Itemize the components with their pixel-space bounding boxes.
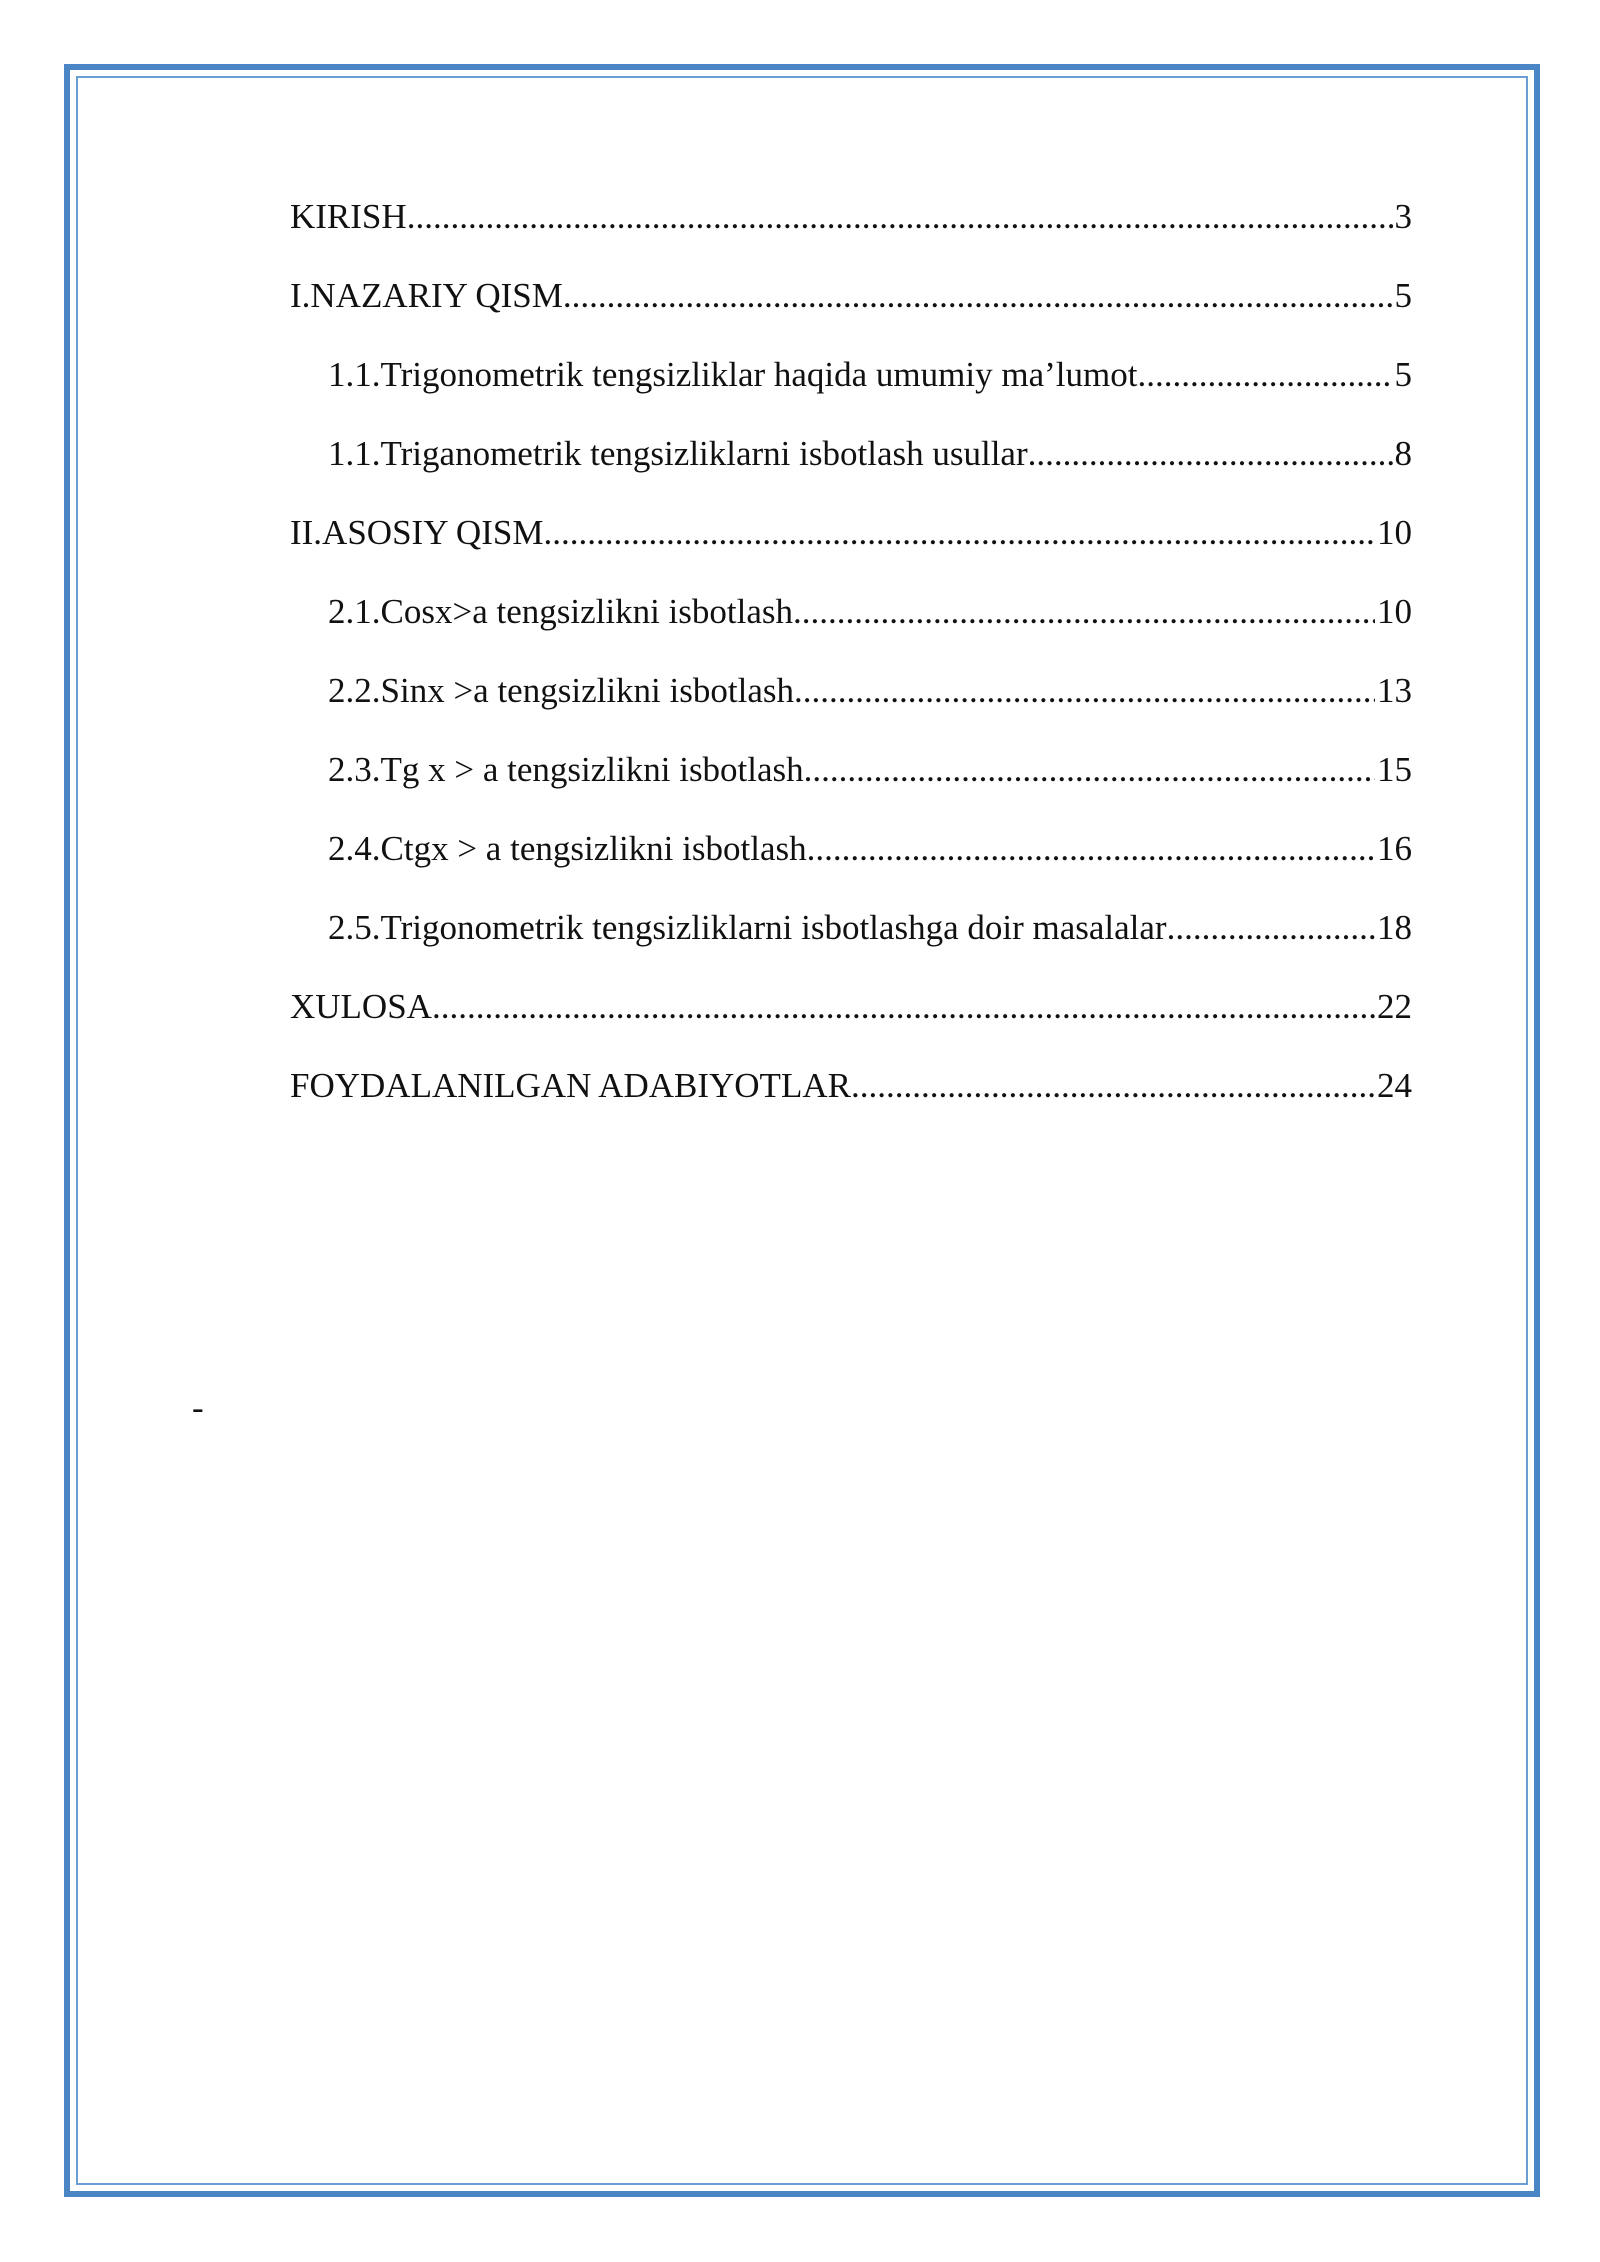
toc-dot-leader xyxy=(793,585,1375,639)
toc-dot-leader xyxy=(432,980,1375,1034)
toc-dot-leader xyxy=(807,822,1375,876)
toc-dot-leader xyxy=(1137,348,1392,402)
toc-entry-title: 2.3.Tg x > a tengsizlikni isbotlash xyxy=(328,750,804,789)
toc-entry-page: 15 xyxy=(1377,750,1412,789)
toc-entry-2-2-sinx[interactable] xyxy=(290,664,1412,743)
toc-entry-title: 2.5.Trigonometrik tengsizliklarni isbotlashga doir masalalar xyxy=(328,908,1167,947)
toc-dot-leader xyxy=(407,190,1393,244)
toc-dot-leader xyxy=(1167,901,1375,955)
toc-dot-leader xyxy=(563,269,1393,323)
toc-entry-title: KIRISH xyxy=(290,197,407,236)
toc-dot-leader xyxy=(794,664,1375,718)
toc-entry-page: 10 xyxy=(1377,513,1412,552)
toc-entry-title: 2.4.Ctgx > a tengsizlikni isbotlash xyxy=(328,829,807,868)
toc-entry-asosiy-qism[interactable] xyxy=(290,506,1412,585)
toc-entry-2-1-cosx[interactable] xyxy=(290,585,1412,664)
toc-dot-leader xyxy=(1028,427,1393,481)
toc-entry-page: 5 xyxy=(1394,355,1412,394)
toc-entry-xulosa[interactable] xyxy=(290,980,1412,1059)
toc-entry-title: II.ASOSIY QISM xyxy=(290,513,544,552)
toc-dot-leader xyxy=(851,1059,1375,1113)
toc-entry-1-1-usullar[interactable] xyxy=(290,427,1412,506)
toc-entry-kirish[interactable] xyxy=(290,190,1412,269)
toc-entry-2-4-ctgx[interactable] xyxy=(290,822,1412,901)
toc-entry-title: 2.1.Cosx>a tengsizlikni isbotlash xyxy=(328,592,793,631)
toc-entry-page: 18 xyxy=(1377,908,1412,947)
toc-dot-leader xyxy=(543,506,1375,560)
toc-entry-page: 13 xyxy=(1377,671,1412,710)
toc-entry-page: 8 xyxy=(1394,434,1412,473)
toc-entry-page: 22 xyxy=(1377,987,1412,1026)
toc-entry-2-3-tgx[interactable] xyxy=(290,743,1412,822)
toc-entry-title: 1.1.Triganometrik tengsizliklarni isbotlash usullar xyxy=(328,434,1028,473)
toc-entry-title: 1.1.Trigonometrik tengsizliklar haqida umumiy ma’lumot xyxy=(328,355,1138,394)
toc-entry-title: 2.2.Sinx >a tengsizlikni isbotlash xyxy=(328,671,794,710)
toc-entry-page: 24 xyxy=(1377,1066,1412,1105)
stray-dash-mark: - xyxy=(192,1388,204,1427)
toc-entry-page: 5 xyxy=(1394,276,1412,315)
toc-entry-page: 3 xyxy=(1394,197,1412,236)
toc-entry-2-5-masalalar[interactable] xyxy=(290,901,1412,980)
table-of-contents xyxy=(290,190,1412,1138)
toc-entry-title: FOYDALANILGAN ADABIYOTLAR xyxy=(290,1066,851,1105)
toc-entry-adabiyotlar[interactable] xyxy=(290,1059,1412,1138)
toc-entry-title: XULOSA xyxy=(290,987,432,1026)
toc-entry-title: I.NAZARIY QISM xyxy=(290,276,563,315)
toc-dot-leader xyxy=(804,743,1375,797)
toc-entry-page: 10 xyxy=(1377,592,1412,631)
toc-entry-nazariy-qism[interactable] xyxy=(290,269,1412,348)
toc-entry-page: 16 xyxy=(1377,829,1412,868)
toc-entry-1-1-umumiy[interactable] xyxy=(290,348,1412,427)
